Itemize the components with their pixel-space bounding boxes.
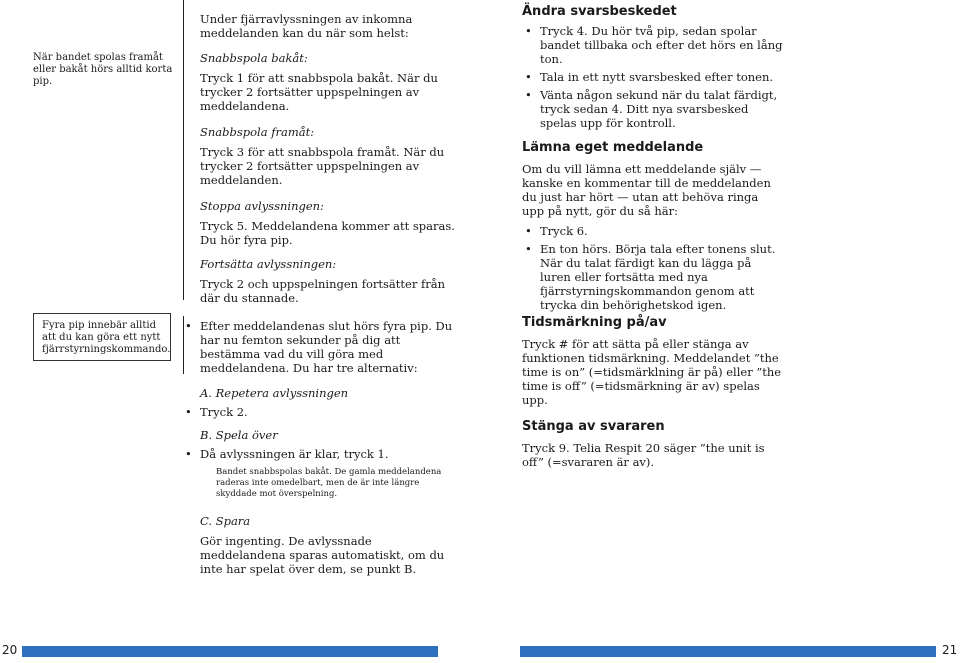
after-messages-section: [182, 319, 462, 576]
bullet-item: • Vänta någon sekund när du talat färdigt, tryck sedan 4. Ditt nya svarsbesked spelas upp för kontroll.: [522, 88, 784, 130]
section-heading-turn-off: Stänga av svararen: [522, 419, 665, 434]
leave-message-text: Om du vill lämna ett meddelande själv — kanske en kommentar till de meddelanden du just har hört — utan att behöva ringa upp på nytt, gör du så här:: [522, 162, 771, 218]
turn-off-text: Tryck 9. Telia Respit 20 säger ”the unit is off” (=svararen är av).: [522, 441, 765, 469]
section-heading: Stoppa avlyssningen:: [200, 199, 324, 213]
section-heading-timestamp: Tidsmärkning på/av: [522, 315, 667, 330]
page-number-right: 21: [942, 643, 958, 657]
timestamp-text: Tryck # för att sätta på eller stänga av funktionen tidsmärkning. Meddelandet ”the time is on” (=tidsmärklning är på) eller ”the time is off” (=tidsmärkning är av) spelas upp.: [522, 337, 782, 407]
section-heading: Snabbspola framåt:: [200, 125, 315, 139]
section-heading-change-greeting: Ändra svarsbeskedet: [522, 4, 677, 19]
footer-bar-right: [520, 646, 936, 657]
option-c-heading: C. Spara: [200, 514, 251, 528]
bullet-item: • Tryck 6.: [522, 224, 784, 238]
option-b-heading: B. Spela över: [200, 428, 278, 442]
bullet-item: • Då avlyssningen är klar, tryck 1.: [182, 447, 462, 461]
bullet-item: • Tryck 2.: [182, 405, 462, 419]
page-number-left: 20: [2, 643, 18, 657]
section-heading: Fortsätta avlyssningen:: [200, 257, 337, 271]
section-text: Tryck 1 för att snabbspola bakåt. När du trycker 2 fortsätter uppspelningen av meddelandena.: [200, 71, 438, 113]
column-divider-top: [183, 0, 184, 300]
option-a-heading: A. Repetera avlyssningen: [200, 386, 349, 400]
footer-bar-left: [22, 646, 438, 657]
section-text: Tryck 5. Meddelandena kommer att sparas. Du hör fyra pip.: [200, 219, 455, 247]
remote-listening-section: [200, 12, 465, 305]
option-c-text: Gör ingenting. De avlyssnade meddelandena sparas automatiskt, om du inte har spelat över dem, se punkt B.: [200, 534, 445, 576]
section-text: Tryck 2 och uppspelningen fortsätter från där du stannade.: [200, 277, 445, 305]
right-column-bottom: [522, 315, 784, 469]
margin-note-box: Fyra pip innebär alltid att du kan göra ett nytt fjärrstyrningskommando.: [33, 313, 171, 361]
bullet-item: • Efter meddelandenas slut hörs fyra pip. Du har nu femton sekunder på dig att bestämma vad du vill göra med meddelandena. Du har tre alternativ:: [182, 319, 462, 375]
intro-text: Under fjärravlyssningen av inkomna meddelanden kan du när som helst:: [200, 12, 413, 40]
small-note: Bandet snabbspolas bakåt. De gamla meddelandena raderas inte omedelbart, men de är inte längre skyddade mot överspelning.: [216, 467, 442, 499]
bullet-item: • Tryck 4. Du hör två pip, sedan spolar bandet tillbaka och efter det hörs en lång ton.: [522, 24, 784, 66]
bullet-item: • En ton hörs. Börja tala efter tonens slut. När du talat färdigt kan du lägga på luren eller fortsätta med nya fjärrstyrningskommandon genom att trycka din behörighetskod igen.: [522, 242, 784, 312]
bullet-item: • Tala in ett nytt svarsbesked efter tonen.: [522, 70, 784, 84]
right-column: [522, 4, 784, 312]
section-heading-leave-message: Lämna eget meddelande: [522, 140, 704, 155]
section-heading: Snabbspola bakåt:: [200, 51, 308, 65]
section-text: Tryck 3 för att snabbspola framåt. När du trycker 2 fortsätter uppspelningen av meddelanden.: [200, 145, 445, 187]
margin-note-spool: När bandet spolas framåt eller bakåt hörs alltid korta pip.: [33, 52, 173, 87]
